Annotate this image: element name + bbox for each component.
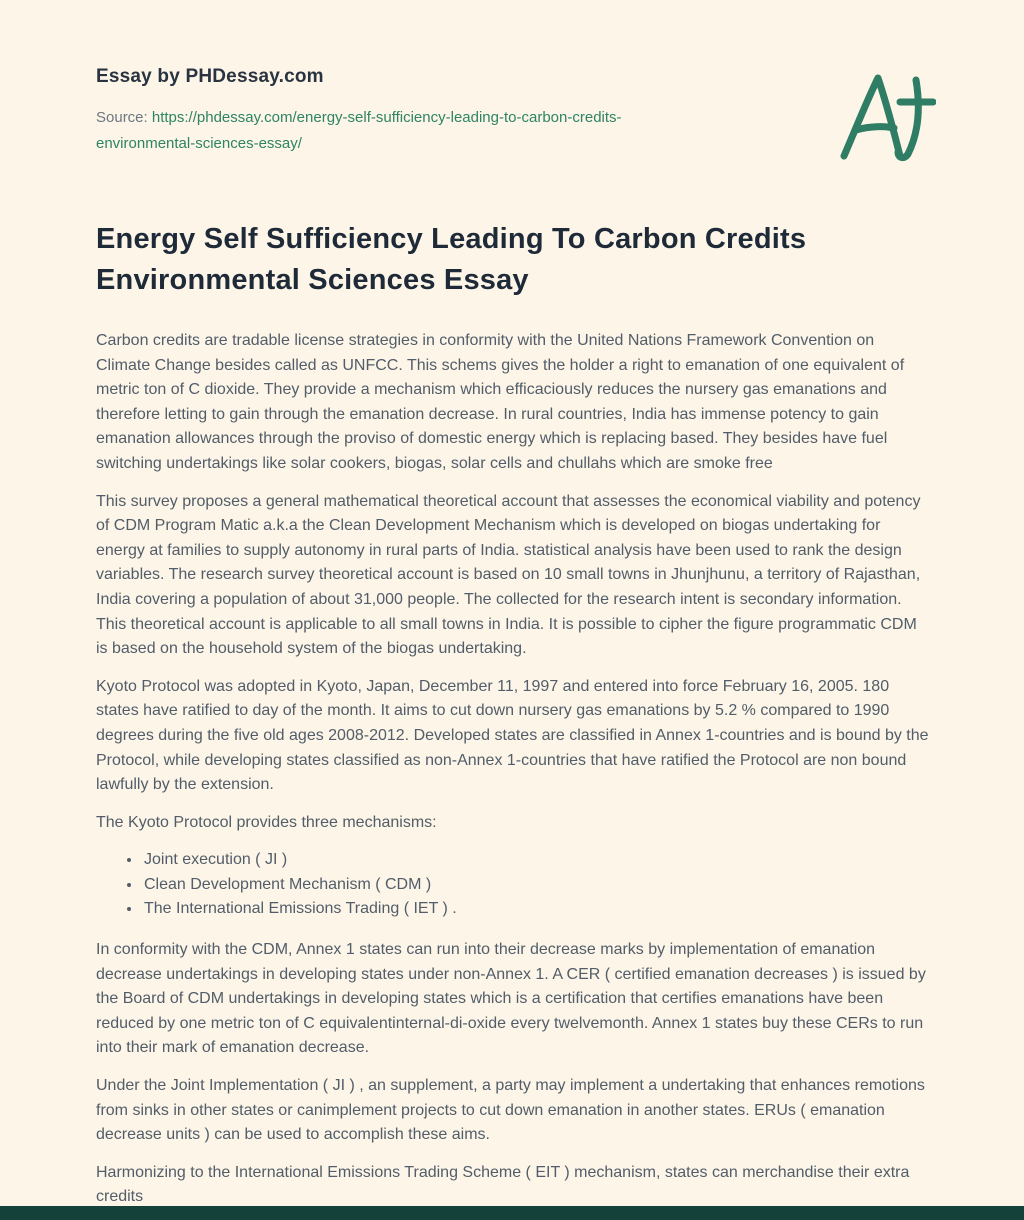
- essay-paragraph: In conformity with the CDM, Annex 1 states can run into their decrease marks by implementation of emanation decrease undertakings in developing states under non-Annex 1. A CER ( certified emanation decreases ) is issued by the Board of CDM undertakings in developing states which is a certification that certifies emanations have been reduced by one metric ton of C equivalentinternal-di-oxide every twelvemonth. Annex 1 states buy these CERs to run into their mark of emanation decrease.: [96, 941, 926, 1057]
- page-title: Energy Self Sufficiency Leading To Carbon Credits Environmental Sciences Essay: [96, 223, 807, 296]
- phdessay-aplus-logo-icon: [836, 68, 936, 168]
- essay-paragraph: Carbon credits are tradable license strategies in conformity with the United Nations Framework Convention on Climate Change besides called as UNFCC. This schems gives the holder a right to emanation of one equivalent of metric ton of C dioxide. They provide a mechanism which efficaciously reduces the nursery gas emanations and therefore letting to gain through the emanation decrease. In rural countries, India has immense potency to gain emanation allowances through the proviso of domestic energy which is replacing based. They besides have fuel switching undertakings like solar cookers, biogas, solar cells and chullahs which are smoke free: [96, 332, 905, 472]
- essay-paragraph: This survey proposes a general mathematical theoretical account that assesses the economical viability and potency of CDM Program Matic a.k.a the Clean Development Mechanism which is developed on biogas undertaking for energy at families to supply autonomy in rural parts of India. statistical analysis have been used to rank the design variables. The research survey theoretical account is based on 10 small towns in Jhunjhunu, a territory of Rajasthan, India covering a population of about 31,000 people. The collected for the research intent is secondary information. This theoretical account is applicable to all small towns in India. It is possible to cipher the figure programmatic CDM is based on the household system of the biogas undertaking.: [96, 492, 921, 658]
- essay-body: [96, 329, 930, 1210]
- footer-bar: [0, 1206, 1024, 1220]
- essay-paragraph: Harmonizing to the International Emissions Trading Scheme ( EIT ) mechanism, states can merchandise their extra credits: [96, 1163, 910, 1206]
- list-item: • Clean Development Mechanism ( CDM ): [142, 873, 930, 898]
- essay-paragraph: The Kyoto Protocol provides three mechanisms:: [96, 813, 437, 831]
- source-url-link[interactable]: https://phdessay.com/energy-self-sufficiency-leading-to-carbon-credits-environmental-sciences-essay/: [96, 109, 622, 152]
- mechanism-list: [96, 848, 930, 922]
- byline: Essay by PHDessay.com: [96, 66, 324, 87]
- essay-paragraph: Kyoto Protocol was adopted in Kyoto, Japan, December 11, 1997 and entered into force February 16, 2005. 180 states have ratified to day of the month. It aims to cut down nursery gas emanations by 5.2 % compared to 1990 degrees during the five old ages 2008-2012. Developed states are classified in Annex 1-countries and is bound by the Protocol, while developing states classified as non-Annex 1-countries that have ratified the Protocol are non bound lawfully by the extension.: [96, 677, 929, 794]
- source-line: [96, 105, 696, 157]
- essay-paragraph: Under the Joint Implementation ( JI ) , an supplement, a party may implement a undertaking that enhances remotions from sinks in other states or canimplement projects to cut down emanation in another states. ERUs ( emanation decrease units ) can be used to accomplish these aims.: [96, 1077, 925, 1144]
- source-label: Source:: [96, 109, 148, 126]
- list-item: • Joint execution ( JI ): [142, 848, 930, 873]
- list-item: • The International Emissions Trading ( IET ) .: [142, 897, 930, 922]
